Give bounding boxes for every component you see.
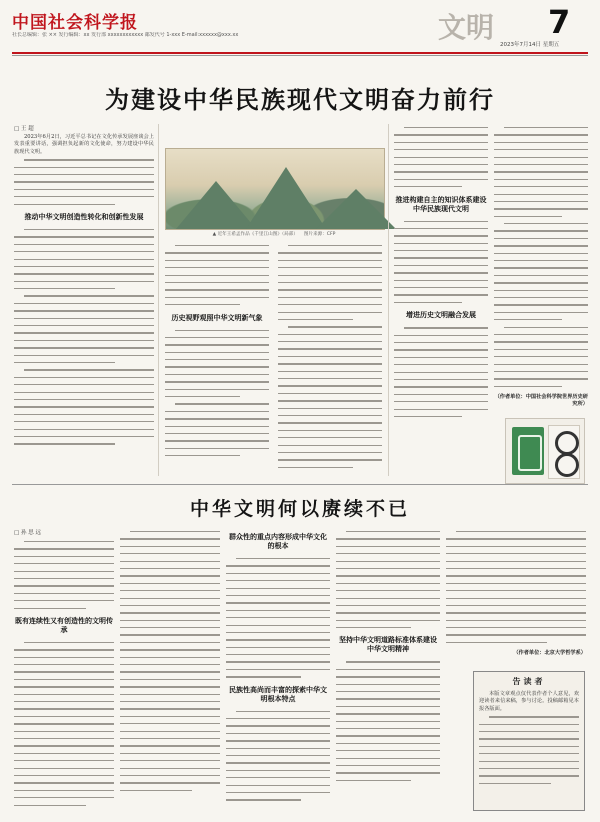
- header-rule-thin: [12, 55, 588, 56]
- article-2-byline: □ 孙 思 远: [14, 530, 41, 536]
- image-caption-text: ▲ 近年王希孟作品《千里江山图》（局部）: [212, 232, 298, 237]
- page-number: 7: [548, 3, 571, 41]
- notice-text: 本版文章观点仅代表作者个人意见，欢迎读者来信来稿，参与讨论。投稿邮箱见本报各版面。: [479, 691, 579, 712]
- header-rule: [12, 52, 588, 54]
- article-2-subhead-1: 既有连续性又有创造性的文明传承: [15, 616, 113, 634]
- article-1-column-3: [278, 242, 382, 478]
- article-2-subhead-4: 坚持中华文明道路标准体系建设中华文明精神: [339, 636, 437, 654]
- article-1-column-4: [394, 124, 488, 479]
- section-title: 文明: [438, 11, 495, 44]
- stamp-seal-icon: [548, 425, 580, 479]
- page-header: [0, 0, 600, 58]
- article-1-column-5: [494, 124, 588, 414]
- notice-title: 告读者: [512, 677, 546, 686]
- article-2-subhead-3: 民族性高尚而丰富的探索中华文明根本特点: [229, 685, 327, 703]
- article-2-column-4: [336, 528, 440, 813]
- article-1-subhead-1: 推动中华文明创造性转化和创新性发展: [24, 212, 144, 221]
- article-2-headline: 中华文明何以赓续不已: [189, 498, 410, 520]
- article-1-subhead-4: 增进历史文明融合发展: [406, 311, 476, 320]
- article-2-column-2: [120, 528, 220, 813]
- article-2-column-3: [226, 528, 330, 813]
- article-1-column-1: [14, 124, 154, 479]
- article-2-subhead-2: 群众性的重点内容形成中华文化的根本: [229, 533, 327, 550]
- landscape-painting-image: [165, 148, 385, 230]
- article-2-column-1: [14, 528, 114, 813]
- green-seal-icon: [512, 427, 544, 475]
- image-credit: 图片来源：CFP: [303, 232, 336, 237]
- section-divider: [12, 484, 588, 485]
- article-1-byline: □ 王 超: [14, 126, 34, 132]
- issue-date: 2023年7月14日 星期五: [500, 42, 560, 48]
- article-1-author-note: （作者单位：中国社会科学院世界历史研究所）: [494, 394, 588, 408]
- newspaper-masthead: 中国社会科学报: [12, 13, 138, 33]
- article-1-subhead-3: 推进构建自主的知识体系建设中华民族现代文明: [395, 195, 487, 213]
- article-2-column-5: [446, 528, 586, 666]
- masthead-info: 社长总编辑：张 ×× 发行编辑：xx 发行部 xxxxxxxxxxxx 邮发代号 1-xxx E-mail:xxxxxx@xxx.xx: [12, 32, 239, 38]
- seal-illustration: [505, 418, 585, 484]
- article-1-column-2: [165, 242, 269, 478]
- column-divider: [158, 124, 159, 476]
- article-1-headline: 为建设中华民族现代文明奋力前行: [105, 86, 495, 114]
- image-caption: [165, 231, 383, 237]
- article-1-subhead-2: 历史视野观照中华文明新气象: [171, 313, 263, 322]
- article-2-author-note: （作者单位：北京大学哲学系）: [513, 650, 586, 657]
- notice-box: [473, 671, 585, 811]
- article-1-lead: 2023年6月2日，习近平总书记在文化传承发展座谈会上发表重要讲话，强调担负起新的文化使命，努力建设中华民族现代文明。: [14, 134, 154, 155]
- column-divider: [388, 124, 389, 476]
